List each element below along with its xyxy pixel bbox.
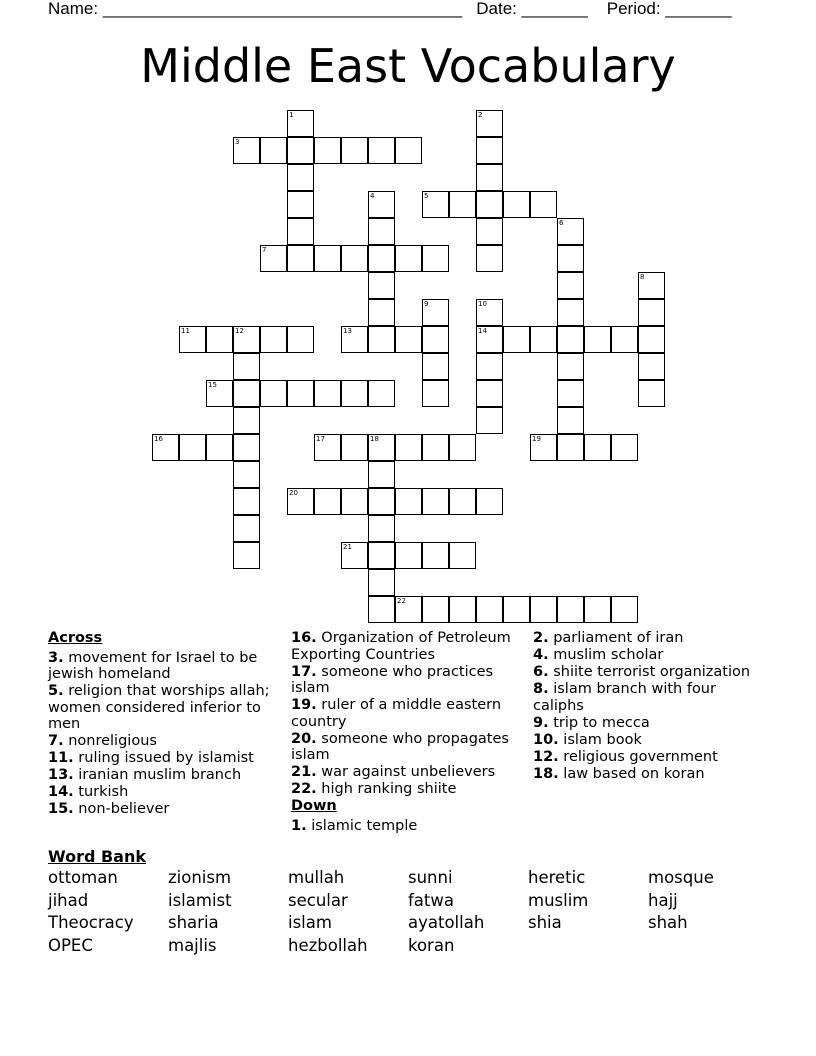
clue-item <box>48 767 273 784</box>
crossword-cell[interactable] <box>476 110 503 137</box>
crossword-cell[interactable] <box>395 245 422 272</box>
crossword-cell[interactable] <box>476 164 503 191</box>
clue-text: parliament of iran <box>553 630 684 646</box>
across-heading: Across <box>48 630 103 646</box>
clue-text: islam branch with four caliphs <box>533 681 716 714</box>
crossword-cell[interactable] <box>368 299 395 326</box>
crossword-cell[interactable] <box>368 272 395 299</box>
clue-column-1 <box>48 630 273 818</box>
crossword-cell[interactable] <box>233 407 260 434</box>
crossword-cell[interactable] <box>557 299 584 326</box>
clue-item <box>48 784 273 801</box>
crossword-cell[interactable] <box>638 272 665 299</box>
crossword-cell[interactable] <box>476 380 503 407</box>
word-bank-item: muslim <box>528 890 589 910</box>
crossword-cell[interactable] <box>368 434 395 461</box>
cell-number: 12 <box>235 327 244 335</box>
crossword-cell[interactable] <box>530 326 557 353</box>
word-bank-item: shah <box>648 913 688 932</box>
crossword-cell[interactable] <box>341 434 368 461</box>
clue-item <box>291 764 521 781</box>
crossword-cell[interactable] <box>476 326 503 353</box>
clue-number: 14. <box>48 784 74 800</box>
period-label: Period: <box>606 0 661 18</box>
word-bank-item: zionism <box>168 868 232 887</box>
crossword-cell[interactable] <box>233 353 260 380</box>
crossword-cell[interactable] <box>476 245 503 272</box>
clue-item <box>533 732 763 749</box>
cell-number: 17 <box>316 435 325 443</box>
crossword-cell[interactable] <box>368 326 395 353</box>
cell-number: 13 <box>343 327 352 335</box>
clue-number: 1. <box>291 817 307 834</box>
clue-text: shiite terrorist organization <box>553 664 751 680</box>
cell-number: 2 <box>478 111 483 119</box>
crossword-cell[interactable] <box>233 326 260 353</box>
cell-number: 11 <box>181 327 190 335</box>
crossword-cell[interactable] <box>422 191 449 218</box>
crossword-cell[interactable] <box>233 488 260 515</box>
crossword-cell[interactable] <box>395 542 422 569</box>
clue-number: 17. <box>291 663 317 680</box>
crossword-cell[interactable] <box>557 272 584 299</box>
crossword-cell[interactable] <box>368 596 395 623</box>
clue-item <box>533 749 763 766</box>
crossword-cell[interactable] <box>557 434 584 461</box>
word-bank-item: islam <box>288 913 332 932</box>
name-label: Name: <box>48 0 99 18</box>
crossword-cell[interactable] <box>395 596 422 623</box>
cell-number: 4 <box>370 192 375 200</box>
cell-number: 20 <box>289 489 298 497</box>
crossword-cell[interactable] <box>422 245 449 272</box>
crossword-cell[interactable] <box>530 434 557 461</box>
crossword-cell[interactable] <box>476 299 503 326</box>
clue-text: islamic temple <box>311 817 418 834</box>
clue-text: islam book <box>563 731 642 748</box>
crossword-cell[interactable] <box>422 596 449 623</box>
crossword-cell[interactable] <box>233 137 260 164</box>
crossword-cell[interactable] <box>368 245 395 272</box>
word-bank-item: OPEC <box>48 935 93 955</box>
crossword-cell[interactable] <box>476 407 503 434</box>
crossword-cell[interactable] <box>287 488 314 515</box>
clue-number: 9. <box>533 714 549 731</box>
date-blank[interactable]: _______ <box>521 0 588 18</box>
word-bank-item: shia <box>528 913 562 932</box>
cell-number: 14 <box>478 327 487 335</box>
clue-item <box>291 664 521 697</box>
crossword-cell[interactable] <box>233 434 260 461</box>
crossword-cell[interactable] <box>584 596 611 623</box>
crossword-cell[interactable] <box>395 137 422 164</box>
clue-item <box>533 715 763 732</box>
crossword-cell[interactable] <box>341 137 368 164</box>
crossword-cell[interactable] <box>152 434 179 461</box>
crossword-cell[interactable] <box>368 191 395 218</box>
crossword-cell[interactable] <box>287 326 314 353</box>
crossword-cell[interactable] <box>368 137 395 164</box>
clue-column-3 <box>533 630 763 783</box>
word-bank <box>48 868 788 955</box>
word-bank-item: jihad <box>48 890 89 910</box>
crossword-cell[interactable] <box>557 326 584 353</box>
page-title: Middle East Vocabulary <box>140 39 676 93</box>
crossword-cell[interactable] <box>260 137 287 164</box>
clue-item <box>48 650 273 683</box>
crossword-cell[interactable] <box>395 434 422 461</box>
down-heading: Down <box>291 798 337 814</box>
word-bank-item: majlis <box>168 935 217 955</box>
word-bank-item: ayatollah <box>408 913 485 932</box>
clue-text: ruler of a middle eastern country <box>291 697 502 730</box>
clue-number: 22. <box>291 781 317 797</box>
cell-number: 22 <box>397 597 406 605</box>
clue-number: 2. <box>533 630 549 646</box>
header-fields <box>48 0 732 18</box>
crossword-cell[interactable] <box>368 515 395 542</box>
clue-number: 19. <box>291 697 317 713</box>
crossword-cell[interactable] <box>314 137 341 164</box>
word-bank-heading: Word Bank <box>48 847 147 866</box>
word-bank-item: Theocracy <box>48 913 134 932</box>
crossword-cell[interactable] <box>422 434 449 461</box>
cell-number: 18 <box>370 435 379 443</box>
crossword-cell[interactable] <box>503 596 530 623</box>
crossword-cell[interactable] <box>287 218 314 245</box>
clue-item <box>291 781 521 798</box>
word-bank-item: ottoman <box>48 868 118 887</box>
clue-item <box>533 630 763 647</box>
clue-number: 4. <box>533 647 549 663</box>
cell-number: 19 <box>532 435 541 443</box>
crossword-cell[interactable] <box>341 488 368 515</box>
clue-number: 21. <box>291 764 317 780</box>
crossword-cell[interactable] <box>233 515 260 542</box>
clue-item <box>291 697 521 730</box>
crossword-cell[interactable] <box>341 380 368 407</box>
crossword-cell[interactable] <box>476 596 503 623</box>
crossword-cell[interactable] <box>287 191 314 218</box>
crossword-cell[interactable] <box>638 380 665 407</box>
crossword-cell[interactable] <box>503 191 530 218</box>
clue-text: law based on koran <box>563 765 705 782</box>
clue-item <box>48 683 273 733</box>
crossword-cell[interactable] <box>341 542 368 569</box>
crossword-cell[interactable] <box>449 488 476 515</box>
crossword-cell[interactable] <box>557 407 584 434</box>
clue-text: someone who practices islam <box>291 663 494 696</box>
clue-text: turkish <box>78 784 129 800</box>
crossword-cell[interactable] <box>233 461 260 488</box>
word-bank-item: sharia <box>168 913 219 932</box>
crossword-cell[interactable] <box>287 137 314 164</box>
crossword-cell[interactable] <box>287 110 314 137</box>
clue-number: 16. <box>291 630 317 646</box>
crossword-cell[interactable] <box>368 569 395 596</box>
crossword-cell[interactable] <box>584 326 611 353</box>
crossword-cell[interactable] <box>422 380 449 407</box>
crossword-cell[interactable] <box>476 488 503 515</box>
period-blank[interactable]: _______ <box>665 0 732 18</box>
clue-text: Organization of Petroleum Exporting Countries <box>291 630 511 663</box>
crossword-cell[interactable] <box>476 191 503 218</box>
cell-number: 1 <box>289 111 294 119</box>
crossword-cell[interactable] <box>395 488 422 515</box>
crossword-cell[interactable] <box>368 461 395 488</box>
word-bank-item: koran <box>408 935 455 955</box>
crossword-cell[interactable] <box>206 434 233 461</box>
clue-text: religion that worships allah; women considered inferior to men <box>48 683 270 732</box>
crossword-cell[interactable] <box>260 245 287 272</box>
crossword-cell[interactable] <box>503 326 530 353</box>
word-bank-item: mullah <box>288 868 345 887</box>
clue-number: 13. <box>48 767 74 783</box>
crossword-cell[interactable] <box>638 326 665 353</box>
word-bank-item: hezbollah <box>288 935 368 955</box>
clue-item <box>533 647 763 664</box>
crossword-cell[interactable] <box>476 353 503 380</box>
crossword-cell[interactable] <box>422 299 449 326</box>
clue-item <box>48 750 273 767</box>
crossword-cell[interactable] <box>422 326 449 353</box>
cell-number: 3 <box>235 138 240 146</box>
cell-number: 7 <box>262 246 267 254</box>
crossword-cell[interactable] <box>314 380 341 407</box>
clue-number: 20. <box>291 730 317 747</box>
clue-item <box>48 801 273 818</box>
word-bank-item: fatwa <box>408 890 454 910</box>
date-label: Date: <box>476 0 517 18</box>
clue-number: 18. <box>533 765 559 782</box>
crossword-cell[interactable] <box>314 245 341 272</box>
crossword-cell[interactable] <box>449 434 476 461</box>
crossword-cell[interactable] <box>368 380 395 407</box>
word-bank-item: sunni <box>408 868 453 887</box>
crossword-cell[interactable] <box>422 488 449 515</box>
word-bank-item: mosque <box>648 868 714 887</box>
crossword-cell[interactable] <box>557 380 584 407</box>
clue-text: someone who propagates islam <box>291 730 509 763</box>
word-bank-item: islamist <box>168 890 232 910</box>
crossword-cell[interactable] <box>260 326 287 353</box>
clue-text: religious government <box>563 748 718 765</box>
crossword-cell[interactable] <box>557 245 584 272</box>
crossword-cell[interactable] <box>611 434 638 461</box>
word-bank-item: secular <box>288 890 348 910</box>
crossword-cell[interactable] <box>341 326 368 353</box>
crossword-cell[interactable] <box>233 542 260 569</box>
crossword-cell[interactable] <box>638 299 665 326</box>
cell-number: 10 <box>478 300 487 308</box>
word-bank-item: heretic <box>528 868 586 887</box>
cell-number: 9 <box>424 300 429 308</box>
clue-number: 15. <box>48 801 74 817</box>
crossword-cell[interactable] <box>449 542 476 569</box>
clue-item <box>533 664 763 681</box>
clue-text: non-believer <box>78 801 170 817</box>
crossword-cell[interactable] <box>287 164 314 191</box>
crossword-cell[interactable] <box>179 434 206 461</box>
clue-text: high ranking shiite <box>321 781 457 797</box>
clue-text: movement for Israel to be jewish homeland <box>48 649 258 682</box>
crossword-cell[interactable] <box>314 434 341 461</box>
clue-number: 5. <box>48 683 64 699</box>
clue-text: iranian muslim branch <box>78 767 242 783</box>
crossword-cell[interactable] <box>449 191 476 218</box>
clue-text: war against unbelievers <box>321 764 496 780</box>
crossword-cell[interactable] <box>638 353 665 380</box>
crossword-cell[interactable] <box>530 596 557 623</box>
clue-text: nonreligious <box>68 733 157 749</box>
clue-text: trip to mecca <box>553 714 650 731</box>
crossword-cell[interactable] <box>557 218 584 245</box>
crossword-cell[interactable] <box>476 137 503 164</box>
clue-item <box>533 681 763 714</box>
crossword-cell[interactable] <box>449 596 476 623</box>
crossword-cell[interactable] <box>395 326 422 353</box>
clue-number: 3. <box>48 649 64 666</box>
crossword-cell[interactable] <box>422 542 449 569</box>
crossword-cell[interactable] <box>314 488 341 515</box>
cell-number: 5 <box>424 192 429 200</box>
crossword-cell[interactable] <box>341 245 368 272</box>
crossword-cell[interactable] <box>179 326 206 353</box>
crossword-cell[interactable] <box>287 245 314 272</box>
clue-item <box>48 733 273 750</box>
name-blank[interactable]: ______________________________________ <box>102 0 463 18</box>
clue-number: 7. <box>48 733 64 749</box>
crossword-cell[interactable] <box>260 380 287 407</box>
crossword-cell[interactable] <box>476 218 503 245</box>
clue-item <box>291 731 521 764</box>
crossword-cell[interactable] <box>530 191 557 218</box>
cell-number: 15 <box>208 381 217 389</box>
crossword-cell[interactable] <box>584 434 611 461</box>
cell-number: 8 <box>640 273 645 281</box>
crossword-cell[interactable] <box>368 218 395 245</box>
cell-number: 6 <box>559 219 564 227</box>
crossword-cell[interactable] <box>611 326 638 353</box>
crossword-cell[interactable] <box>422 353 449 380</box>
crossword-cell[interactable] <box>368 488 395 515</box>
cell-number: 16 <box>154 435 163 443</box>
crossword-cell[interactable] <box>611 596 638 623</box>
crossword-cell[interactable] <box>557 353 584 380</box>
clue-text: muslim scholar <box>553 647 664 663</box>
clue-item <box>533 766 763 783</box>
clue-item <box>291 818 521 835</box>
crossword-cell[interactable] <box>368 542 395 569</box>
cell-number: 21 <box>343 543 352 551</box>
word-bank-item: hajj <box>648 890 678 910</box>
clue-text: ruling issued by islamist <box>78 750 254 766</box>
clue-number: 8. <box>533 681 549 697</box>
clue-number: 10. <box>533 731 559 748</box>
crossword-cell[interactable] <box>557 596 584 623</box>
crossword-cell[interactable] <box>287 380 314 407</box>
crossword-cell[interactable] <box>206 326 233 353</box>
clue-number: 12. <box>533 748 559 765</box>
crossword-cell[interactable] <box>206 380 233 407</box>
clue-column-2 <box>291 630 521 835</box>
clue-item <box>291 630 521 663</box>
clue-number: 6. <box>533 664 549 680</box>
crossword-cell[interactable] <box>233 380 260 407</box>
clue-number: 11. <box>48 750 74 766</box>
